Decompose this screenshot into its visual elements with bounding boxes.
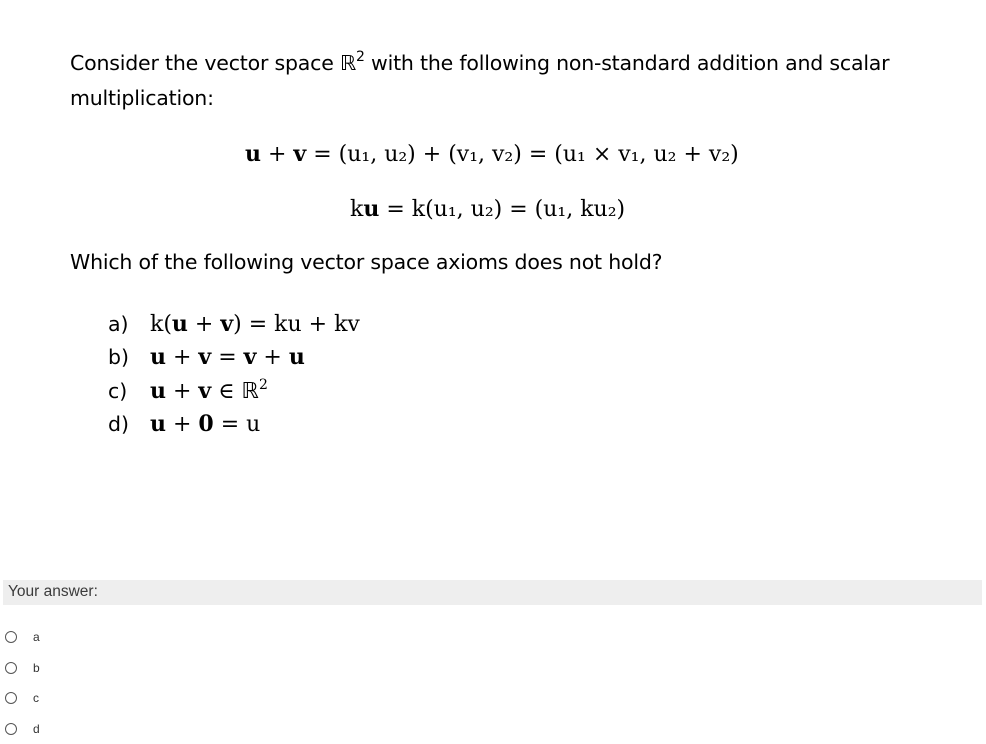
element-of: ∈ [211,379,241,404]
vector-u: u [150,344,166,370]
expr-part: = u [214,412,261,437]
space-exponent: 2 [356,49,365,65]
scalar-k: k [350,197,363,222]
option-a [108,307,360,341]
axiom-options [108,307,360,441]
intro-text-2: with the following non-standard addition and scalar multiplication: [70,51,889,110]
answer-choices [5,622,40,744]
option-c [108,374,360,408]
plus: + [166,379,198,404]
plus: + [261,142,293,167]
radio-button[interactable] [5,692,17,704]
vector-u: u [150,411,166,437]
vector-u: u [150,378,166,404]
option-expression [150,411,260,437]
radio-button[interactable] [5,631,17,643]
vector-v: v [244,344,257,370]
choice-label[interactable]: b [33,661,40,675]
plus: + [166,345,198,370]
option-b [108,341,360,375]
equals: = [211,345,243,370]
choice-a[interactable] [5,622,40,653]
radio-button[interactable] [5,662,17,674]
option-letter: d) [108,412,150,436]
vector-v: v [293,141,306,167]
option-letter: a) [108,312,150,336]
vector-v: v [198,344,211,370]
choice-c[interactable] [5,683,40,714]
addition-definition: = (u₁, u₂) + (v₁, v₂) = (u₁ × v₁, u₂ + v₂) [306,142,739,167]
expr-part: ) = ku + kv [233,312,360,337]
choice-d[interactable] [5,714,40,744]
choice-label[interactable]: a [33,630,40,644]
choice-label[interactable]: d [33,722,40,736]
option-expression [150,378,268,404]
choice-label[interactable]: c [33,691,39,705]
radio-button[interactable] [5,723,17,735]
option-letter: b) [108,345,150,369]
scalar-definition: = k(u₁, u₂) = (u₁, ku₂) [379,197,625,222]
plus: + [188,312,220,337]
vector-v: v [198,378,211,404]
zero-vector: 0 [198,411,213,437]
space-symbol: ℝ [242,379,259,404]
option-expression [150,344,305,370]
question-prompt: Which of the following vector space axioms does not hold? [70,250,662,274]
vector-v: v [220,311,233,337]
space-exponent: 2 [259,377,268,393]
vector-u: u [289,344,305,370]
plus: + [166,412,198,437]
space-symbol: ℝ [340,51,356,75]
vector-u: u [245,141,261,167]
answer-label: Your answer: [8,583,98,601]
expr-part: k( [150,312,172,337]
choice-b[interactable] [5,653,40,684]
option-d [108,408,360,442]
option-expression [150,311,360,337]
option-letter: c) [108,379,150,403]
vector-u: u [363,196,379,222]
question-intro [70,46,930,116]
intro-text-1: Consider the vector space [70,51,340,75]
addition-rule [245,141,739,167]
scalar-rule [350,196,625,222]
vector-u: u [172,311,188,337]
answer-header [3,580,982,605]
plus: + [256,345,288,370]
